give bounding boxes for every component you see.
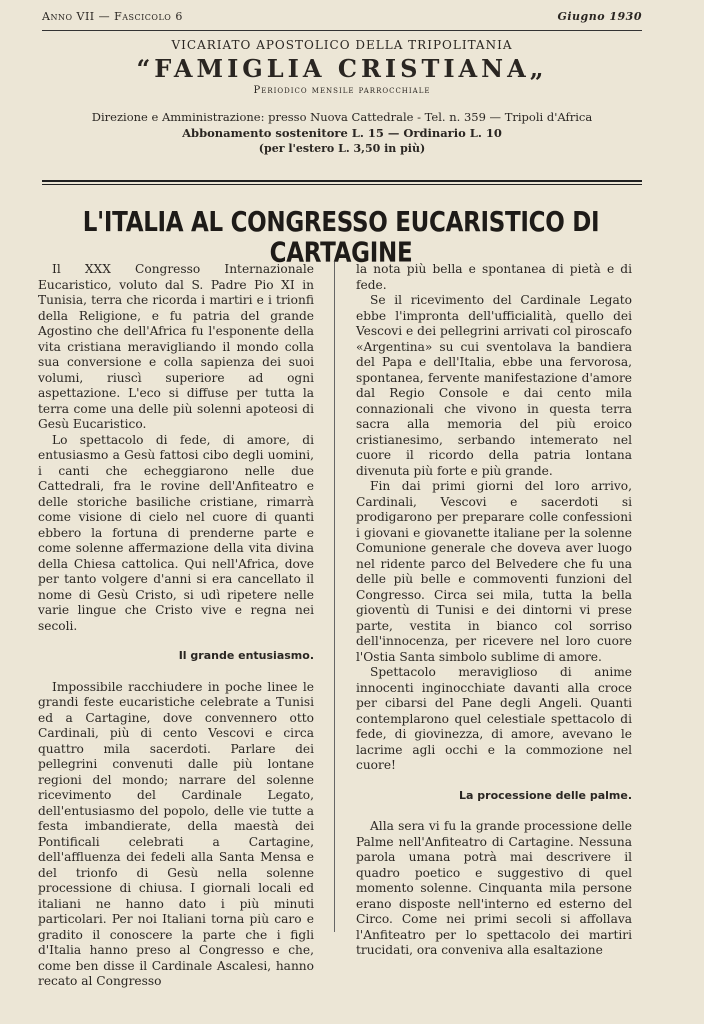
paragraph: Il XXX Congresso Internazionale Eucaristico, voluto dal S. Padre Pio XI in Tunisia, terra che ricorda i martiri e i trionfi della Religione, e fu patria del grande Agostino che dell'Africa fu l'esponente della vita cristiana meravigliando il mondo colla sua conversione e colla sapienza dei suoi volumi, riuscì superiore ad ogni aspettazione. L'eco si diffuse per tutta la terra come una delle più solenni apoteosi di Gesù Eucaristico. — [38, 262, 314, 431]
subheading: Il grande entusiasmo. — [178, 649, 314, 662]
article-column-left — [38, 262, 314, 990]
masthead-rule-thin — [42, 184, 642, 185]
direzione-line: Direzione e Amministrazione: presso Nuova Cattedrale - Tel. n. 359 — Tripoli d'Africa — [91, 110, 593, 124]
magazine-title: “FAMIGLIA CRISTIANA„ — [136, 54, 548, 83]
article-headline: L'ITALIA AL CONGRESSO EUCARISTICO DI CARTAGINE — [82, 207, 600, 269]
paragraph: Se il ricevimento del Cardinale Legato ebbe l'impronta dell'ufficialità, quello dei Vescovi e dei pellegrini arrivati col piroscafo «Argentina» su cui sventolava la bandiera del Papa e dell'Italia, ebbe una fervorosa, spontanea, fervente manifestazione d'amore dal Regio Console e dai cento mila connazionali che vivono in questa terra sacra alla memoria del più eroico cristianesimo, serbando intemerato nel cuore il ricordo della patria lontana divenuta più forte e più grande. — [356, 293, 632, 478]
paragraph: la nota più bella e spontanea di pietà e di fede. — [356, 262, 632, 292]
issue-date: Giugno 1930 — [557, 10, 642, 23]
running-head — [42, 10, 642, 26]
paragraph: Alla sera vi fu la grande processione delle Palme nell'Anfiteatro di Cartagine. Nessuna parola umana potrà mai descrivere il quadro poetico e suggestivo di quel momento solenne. Cinquanta mila persone erano disposte nell'interno ed esterno del Circo. Come nei primi secoli si affollava l'Anfiteatro per lo spettacolo dei martiri trucidati, ora conveniva alla esaltazione — [356, 819, 632, 957]
column-divider — [334, 262, 335, 932]
masthead-rule-thick — [42, 180, 642, 182]
paragraph: Fin dai primi giorni del loro arrivo, Cardinali, Vescovi e sacerdoti si prodigarono per preparare colle confessioni i giovani e giovanette italiane per la solenne Comunione generale che doveva aver luogo nel ridente parco del Belvedere che fu una delle più belle e commoventi funzioni del Congresso. Circa sei mila, tutta la bella gioventù di Tunisi e dei dintorni vi prese parte, vestita in bianco col sorriso dell'innocenza, per ricevere nel loro cuore l'Ostia Santa simbolo sublime di amore. — [356, 479, 632, 664]
paragraph: Lo spettacolo di fede, di amore, di entusiasmo a Gesù fattosi cibo degli uomini, i canti che echeggiarono nelle due Cattedrali, fra le rovine dell'Anfiteatro e delle storiche basiliche cristiane, rimarrà come visione di cielo nel cuore di quanti ebbero la fortuna di prenderne parte e come solenne affermazione della vita divina della Chiesa cattolica. Qui nell'Africa, dove per tanto volgere d'anni si era cancellato il nome di Gesù Cristo, si udì ripetere nelle varie lingue che Cristo vive e regna nei secoli. — [38, 432, 314, 633]
subheading: La processione delle palme. — [459, 788, 632, 802]
top-rule — [42, 30, 642, 31]
article-column-right — [356, 262, 632, 959]
abbonamento-line: Abbonamento sostenitore L. 15 — Ordinario L. 10 — [182, 126, 502, 140]
magazine-subtitle: Periodico mensile parrocchiale — [253, 85, 431, 96]
paragraph: Impossibile racchiudere in poche linee le grandi feste eucaristiche celebrate a Tunisi ed a Cartagine, dove convennero otto Cardinali, più di cento Vescovi e circa quattro mila sacerdoti. Parlare dei pellegrini convenuti dalle più lontane regioni del mondo; narrare del solenne ricevimento del Cardinale Legato, dell'entusiasmo del popolo, delle vie tutte a festa imbandierate, della maestà dei Pontificali celebrati a Cartagine, dell'affluenza dei fedeli alla Santa Mensa e del trionfo di Gesù nella solenne processione di chiusa. I giornali locali ed italiani ne hanno dato i più minuti particolari. Per noi Italiani torna più caro e gradito il conoscere la parte che i figli d'Italia hanno preso al Congresso e che, come ben disse il Cardinale Ascalesi, hanno recato al Congresso — [38, 679, 314, 988]
estero-line: (per l'estero L. 3,50 in più) — [258, 142, 426, 155]
vicariato-line: VICARIATO APOSTOLICO DELLA TRIPOLITANIA — [171, 38, 513, 52]
paragraph: Spettacolo meraviglioso di anime innocenti inginocchiate davanti alla croce per cibarsi del Pane degli Angeli. Quanti contemplarono quel celestiale spettacolo di fede, di giovinezza, di amore, avevano le lacrime agli occhi e la commozione nel cuore! — [356, 665, 632, 772]
masthead — [42, 34, 642, 155]
issue-number: Anno VII — Fascicolo 6 — [42, 10, 183, 23]
